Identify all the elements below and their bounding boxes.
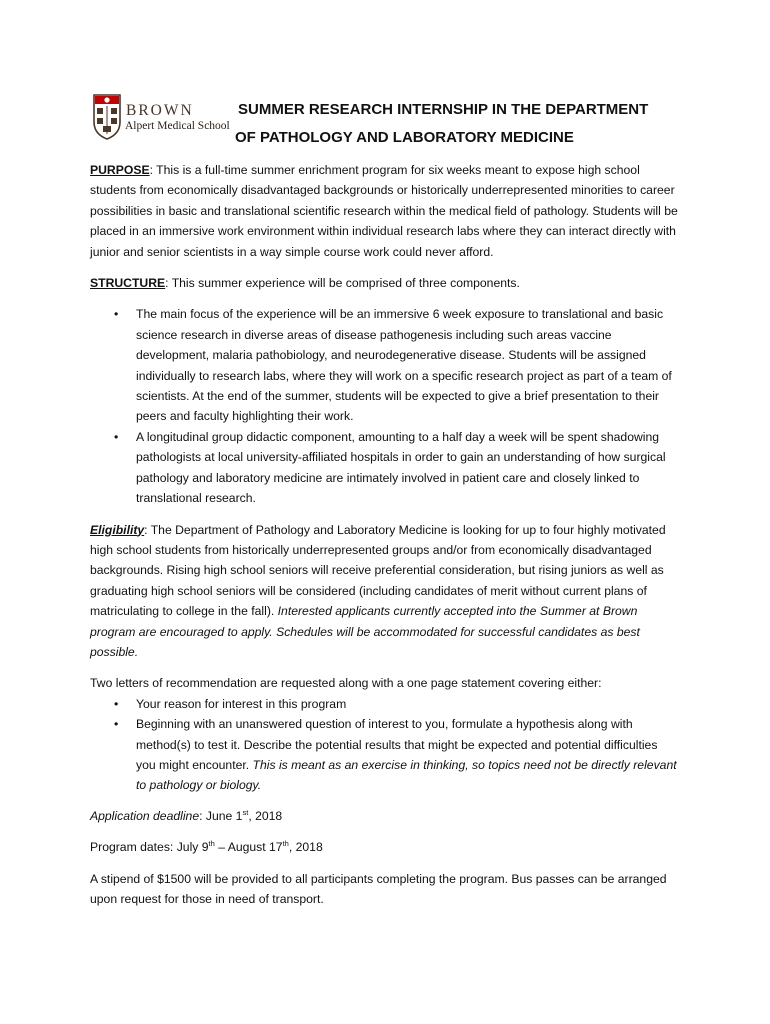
purpose-paragraph [90,160,680,262]
document-body [90,160,680,920]
program-dates-paragraph [90,837,680,857]
structure-text: : This summer experience will be comprised of three components. [165,276,520,291]
deadline-paragraph [90,806,680,826]
deadline-label: Application deadline [90,808,200,823]
purpose-text: : This is a full-time summer enrichment program for six weeks meant to expose high school students from economically disadvantaged backgrounds or historically underrepresented minorities to career possibilities in basic and translational scientific research within the medical field of pathology. Students will be placed in an immersive work environment within individual research labs where they can interact directly with junior and senior scientists in a way simple course work could never afford. [90,163,678,259]
recommendation-bullet-2: Beginning with an unanswered question of interest to you, formulate a hypothesis along with method(s) to test it. Describe the potential results that might be expected and potential difficulties you might encounter. [136,717,658,772]
deadline-value: : June 1 [199,808,243,823]
list-item [90,694,680,714]
brown-shield-icon [92,94,122,140]
deadline-sup: st [242,807,249,817]
deadline-year: , 2018 [248,808,283,823]
structure-paragraph [90,273,680,293]
program-dates-sup-1: th [208,839,215,849]
recommendation-bullet-1: Your reason for interest in this program [136,696,347,711]
program-dates-sup-2: th [282,839,289,849]
structure-list [90,304,680,508]
stipend-paragraph: A stipend of $1500 will be provided to all participants completing the program. Bus passes can be arranged upon request for those in need of transport. [90,871,667,906]
title-line-2: OF PATHOLOGY AND LABORATORY MEDICINE [235,129,574,146]
logo-school: Alpert Medical School [125,120,230,132]
title-line-1: SUMMER RESEARCH INTERNSHIP IN THE DEPARTMENT [238,101,649,118]
recommendation-list [90,694,680,796]
bullet-icon: • [114,429,119,444]
bullet-icon: • [114,307,119,322]
eligibility-text: : The Department of Pathology and Laboratory Medicine is looking for up to four highly motivated high school students from historically underrepresented groups and/or from economically disadvantaged backgrounds. Rising high school seniors will receive preferential consideration, but rising juniors as well as graduating high school seniors will be considered (including candidates of merit without current plans of matriculating to college in the fall). [90,522,666,619]
list-item [90,304,680,426]
recommendation-intro: Two letters of recommendation are requested along with a one page statement covering either: [90,676,602,691]
eligibility-italic: Interested applicants currently accepted into the Summer at Brown program are encouraged to apply. Schedules will be accommodated for successful candidates as best possible. [90,604,640,659]
eligibility-paragraph [90,520,680,663]
list-item [90,714,680,796]
eligibility-label: Eligibility [90,522,145,537]
bullet-icon: • [114,696,119,711]
logo-name: BROWN [126,102,194,119]
recommendation-bullet-2-italic: This is meant as an exercise in thinking, so topics need not be directly relevant to pathology or biology. [136,757,677,793]
bullet-icon: • [114,717,119,732]
program-dates-mid: – August 17 [214,840,283,855]
program-dates-label: Program dates: July 9 [90,840,209,855]
purpose-label: PURPOSE [90,163,150,177]
program-dates-end: , 2018 [288,840,323,855]
page-title [235,96,688,152]
structure-bullet-2: A longitudinal group didactic component, amounting to a half day a week will be spent shadowing pathologists at local university-affiliated hospitals in order to gain an understanding of how surgical pathology and laboratory medicine are intimately involved in patient care and closely linked to translational research. [136,429,666,506]
structure-label: STRUCTURE [90,276,166,291]
brown-logo [92,94,232,140]
list-item [90,427,680,509]
structure-bullet-1: The main focus of the experience will be an immersive 6 week exposure to translational and basic science research in diverse areas of disease pathogenesis including such areas vaccine development, malaria pathobiology, and neurodegenerative disease. Students will be assigned individually to research labs, where they will work on a specific research project as part of a team of scientists. At the end of the summer, students will be expected to give a brief presentation to their peers and faculty highlighting their work. [136,307,672,424]
